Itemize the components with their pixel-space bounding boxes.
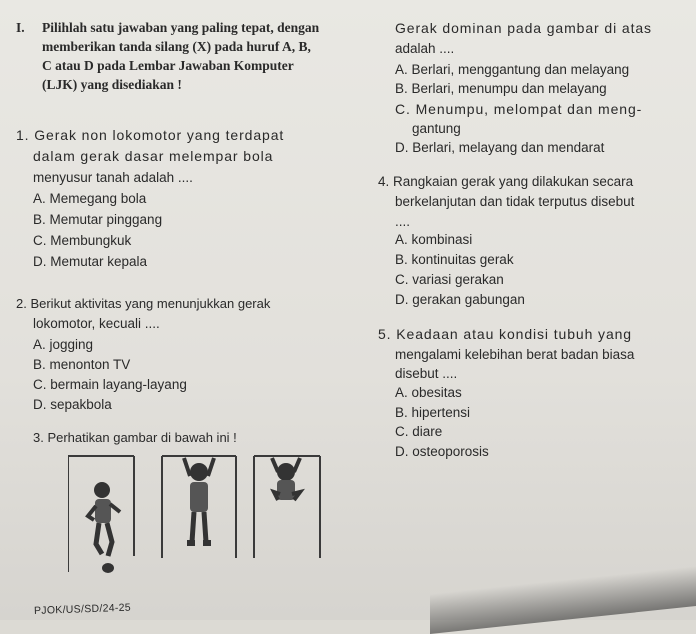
q3c-option-a: A. Berlari, menggantung dan melayang <box>395 62 630 77</box>
q1-option-d: D. Memutar kepala <box>33 254 148 269</box>
q3-text: 3. Perhatikan gambar di bawah ini ! <box>33 430 237 445</box>
q1-line-3: menyusur tanah adalah .... <box>33 170 193 185</box>
q2-option-c: C. bermain layang-layang <box>33 377 187 392</box>
child-swinging <box>272 458 300 500</box>
q4-line-1: 4. Rangkaian gerak yang dilakukan secara <box>378 174 634 189</box>
q4-line-3: .... <box>395 214 411 229</box>
q2-option-d: D. sepakbola <box>33 397 112 412</box>
q3c-line-2: adalah .... <box>395 41 455 56</box>
q2-line-2: lokomotor, kecuali .... <box>33 316 160 331</box>
instructions-line-2: memberikan tanda silang (X) pada huruf A, B, <box>42 39 311 54</box>
q5-line-2: mengalami kelebihan berat badan biasa <box>395 347 635 362</box>
instructions-line-4: (LJK) yang disediakan ! <box>42 77 182 92</box>
q4-option-a: A. kombinasi <box>395 232 473 247</box>
child-hanging <box>184 458 214 546</box>
q5-option-c: C. diare <box>395 424 443 439</box>
q1-line-1: 1. Gerak non lokomotor yang terdapat <box>16 127 285 143</box>
q3c-line-1: Gerak dominan pada gambar di atas <box>395 20 652 36</box>
q2-option-a: A. jogging <box>33 337 94 352</box>
q5-option-d: D. osteoporosis <box>395 444 489 459</box>
child-running <box>88 482 120 573</box>
q4-option-d: D. gerakan gabungan <box>395 292 525 307</box>
q4-option-b: B. kontinuitas gerak <box>395 252 514 267</box>
q4-line-2: berkelanjutan dan tidak terputus disebut <box>395 194 635 209</box>
q1-line-2: dalam gerak dasar melempar bola <box>33 148 274 164</box>
gymnastics-figure <box>68 446 328 586</box>
q5-option-b: B. hipertensi <box>395 405 471 420</box>
q3c-option-d: D. Berlari, melayang dan mendarat <box>395 140 605 155</box>
q1-option-c: C. Membungkuk <box>33 233 132 248</box>
q3c-option-c-cont: gantung <box>412 121 461 136</box>
q5-line-3: disebut .... <box>395 366 458 381</box>
footer-code: PJOK/US/SD/24-25 <box>33 601 132 617</box>
q1-option-b: B. Memutar pinggang <box>33 212 163 227</box>
q4-option-c: C. variasi gerakan <box>395 272 504 287</box>
q5-option-a: A. obesitas <box>395 385 462 400</box>
q2-option-b: B. menonton TV <box>33 357 131 372</box>
instructions-line-1: Pilihlah satu jawaban yang paling tepat, dengan <box>42 20 320 35</box>
q3c-option-b: B. Berlari, menumpu dan melayang <box>395 81 607 96</box>
instructions-number: I. <box>16 20 25 35</box>
q2-line-1: 2. Berikut aktivitas yang menunjukkan gerak <box>16 296 271 311</box>
q5-line-1: 5. Keadaan atau kondisi tubuh yang <box>378 326 632 342</box>
q1-option-a: A. Memegang bola <box>33 191 147 206</box>
q3c-option-c: C. Menumpu, melompat dan meng- <box>395 101 643 117</box>
instructions-line-3: C atau D pada Lembar Jawaban Komputer <box>42 58 294 73</box>
